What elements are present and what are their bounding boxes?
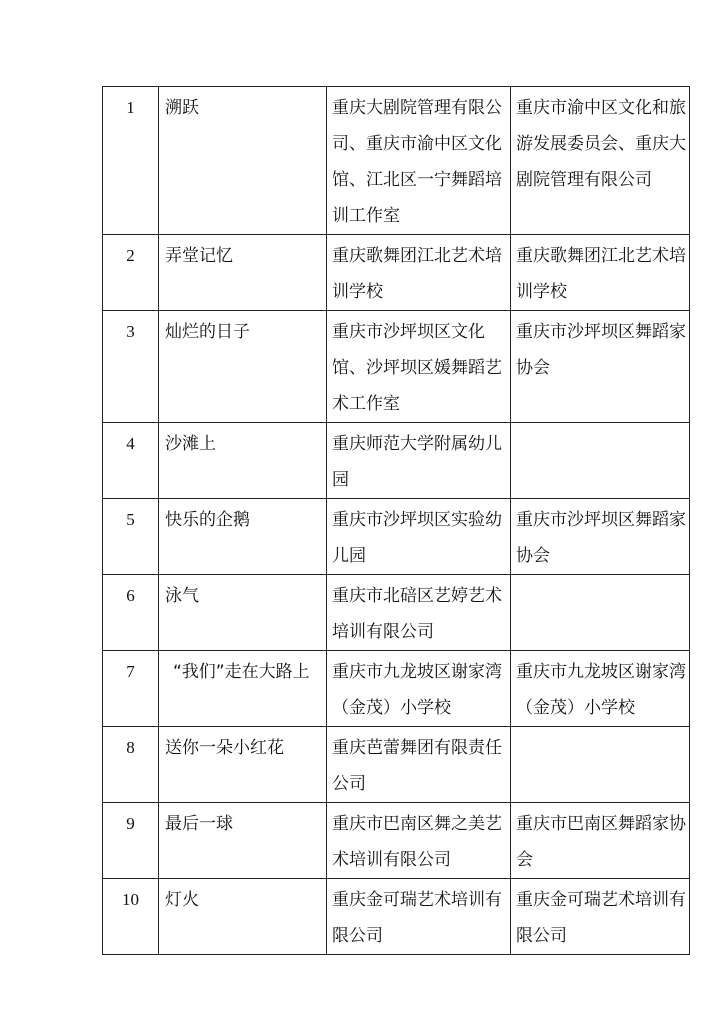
table-row [103,499,690,575]
table-row [103,803,690,879]
row-number: 6 [103,575,159,651]
recommender-org [511,423,690,499]
table-row [103,235,690,311]
producer-org: 重庆大剧院管理有限公司、重庆市渝中区文化馆、江北区一宁舞蹈培训工作室 [327,87,511,235]
program-table [102,86,690,955]
program-title: 最后一球 [159,803,327,879]
program-title: 弄堂记忆 [159,235,327,311]
recommender-org [511,727,690,803]
producer-org: 重庆市沙坪坝区文化馆、沙坪坝区媛舞蹈艺术工作室 [327,311,511,423]
program-title: 灿烂的日子 [159,311,327,423]
recommender-org: 重庆市巴南区舞蹈家协会 [511,803,690,879]
table-row [103,575,690,651]
program-title: 送你一朵小红花 [159,727,327,803]
row-number: 2 [103,235,159,311]
program-title: 泳气 [159,575,327,651]
recommender-org: 重庆市渝中区文化和旅游发展委员会、重庆大剧院管理有限公司 [511,87,690,235]
row-number: 4 [103,423,159,499]
program-title: 快乐的企鹅 [159,499,327,575]
table-row [103,423,690,499]
recommender-org: 重庆金可瑞艺术培训有限公司 [511,879,690,955]
recommender-org: 重庆歌舞团江北艺术培训学校 [511,235,690,311]
producer-org: 重庆市巴南区舞之美艺术培训有限公司 [327,803,511,879]
producer-org: 重庆师范大学附属幼儿园 [327,423,511,499]
recommender-org: 重庆市沙坪坝区舞蹈家协会 [511,311,690,423]
producer-org: 重庆市沙坪坝区实验幼儿园 [327,499,511,575]
table-row [103,651,690,727]
producer-org: 重庆歌舞团江北艺术培训学校 [327,235,511,311]
recommender-org: 重庆市九龙坡区谢家湾（金茂）小学校 [511,651,690,727]
program-title: 溯跃 [159,87,327,235]
row-number: 9 [103,803,159,879]
program-title: “我们”走在大路上 [159,651,327,727]
producer-org: 重庆市九龙坡区谢家湾（金茂）小学校 [327,651,511,727]
row-number: 1 [103,87,159,235]
table-row [103,311,690,423]
recommender-org [511,575,690,651]
producer-org: 重庆金可瑞艺术培训有限公司 [327,879,511,955]
row-number: 3 [103,311,159,423]
program-title: 沙滩上 [159,423,327,499]
row-number: 8 [103,727,159,803]
program-title: 灯火 [159,879,327,955]
recommender-org: 重庆市沙坪坝区舞蹈家协会 [511,499,690,575]
table-row [103,879,690,955]
row-number: 5 [103,499,159,575]
row-number: 10 [103,879,159,955]
table-row [103,87,690,235]
row-number: 7 [103,651,159,727]
producer-org: 重庆市北碚区艺婷艺术培训有限公司 [327,575,511,651]
producer-org: 重庆芭蕾舞团有限责任公司 [327,727,511,803]
table-row [103,727,690,803]
